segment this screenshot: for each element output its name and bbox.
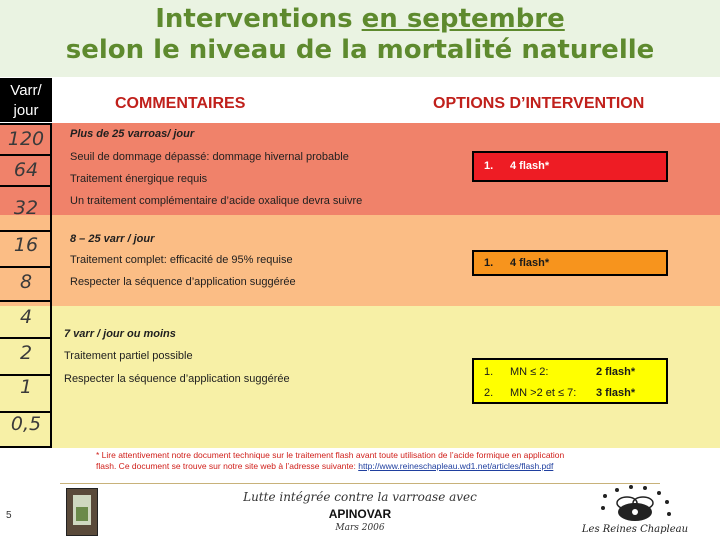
zone-medium-header: 8 – 25 varr / jour (70, 233, 155, 245)
zone-high-header: Plus de 25 varroas/ jour (70, 128, 195, 140)
footer-divider (60, 483, 660, 484)
option-number: 1. (484, 160, 494, 172)
zone-low-line: Respecter la séquence d’application suggérée (64, 373, 290, 385)
option-number: 1. (484, 257, 494, 269)
title-line1-part: Interventions (155, 4, 362, 34)
title-line1-underlined: en septembre (361, 4, 565, 34)
footer-brand: APINOVAR (328, 507, 392, 521)
zone-low-header: 7 varr / jour ou moins (64, 328, 176, 340)
option-text: 4 flash* (510, 160, 550, 172)
footer-tagline: Lutte intégrée contre la varroase avec (243, 490, 477, 504)
value-cell: 0,5 (0, 411, 52, 448)
value-cell: 2 (0, 337, 52, 374)
footer-date: Mars 2006 (335, 523, 385, 533)
value-cell: 32 (0, 185, 52, 215)
option-box-high (472, 151, 668, 182)
option-number: 1. (484, 366, 494, 378)
options-header: OPTIONS D’INTERVENTION (433, 95, 645, 112)
zone-medium-line: Traitement complet: efficacité de 95% requise (70, 254, 293, 266)
value-cell: 120 (0, 123, 52, 154)
varr-header (0, 78, 52, 122)
option-box-low (472, 358, 668, 404)
title-line2: selon le niveau de la mortalité naturelle (65, 35, 655, 65)
option-text: 4 flash* (510, 257, 550, 269)
hive-photo (66, 488, 98, 536)
varr-header-line2: jour (13, 102, 39, 119)
zone-high-line: Un traitement complémentaire d’acide oxalique devra suivre (70, 195, 363, 207)
value-cell: 64 (0, 154, 52, 185)
footnote (96, 450, 596, 472)
varr-header-line1: Varr/ (10, 82, 42, 99)
zone-medium-line: Respecter la séquence d’application suggérée (70, 276, 296, 288)
zone-high-line: Seuil de dommage dépassé: dommage hivernal probable (70, 151, 349, 163)
value-cell: 1 (0, 374, 52, 411)
option-number: 2. (484, 387, 494, 399)
option-text: 3 flash* (596, 387, 636, 399)
option-condition: MN >2 et ≤ 7: (510, 387, 577, 399)
option-text: 2 flash* (596, 366, 636, 378)
page-title (0, 4, 720, 66)
value-cell: 4 (0, 300, 52, 337)
logo-text: Les Reines Chapleau (581, 524, 689, 535)
page-number: 5 (6, 510, 12, 521)
value-cell: 16 (0, 230, 52, 266)
option-box-medium (472, 250, 668, 276)
value-cell: 8 (0, 266, 52, 306)
comments-header: COMMENTAIRES (115, 95, 246, 112)
footnote-line2: flash. Ce document se trouve sur notre site web à l’adresse suivante: (96, 461, 359, 471)
option-condition: MN ≤ 2: (510, 366, 549, 378)
footnote-line1: * Lire attentivement notre document technique sur le traitement flash avant toute utilisation de l’acide formique en application (96, 450, 565, 460)
flash-doc-link[interactable]: http://www.reineschapleau.wd1.net/articles/flash.pdf (358, 461, 554, 471)
zone-low-line: Traitement partiel possible (64, 350, 193, 362)
zone-high-line: Traitement énergique requis (70, 173, 208, 185)
